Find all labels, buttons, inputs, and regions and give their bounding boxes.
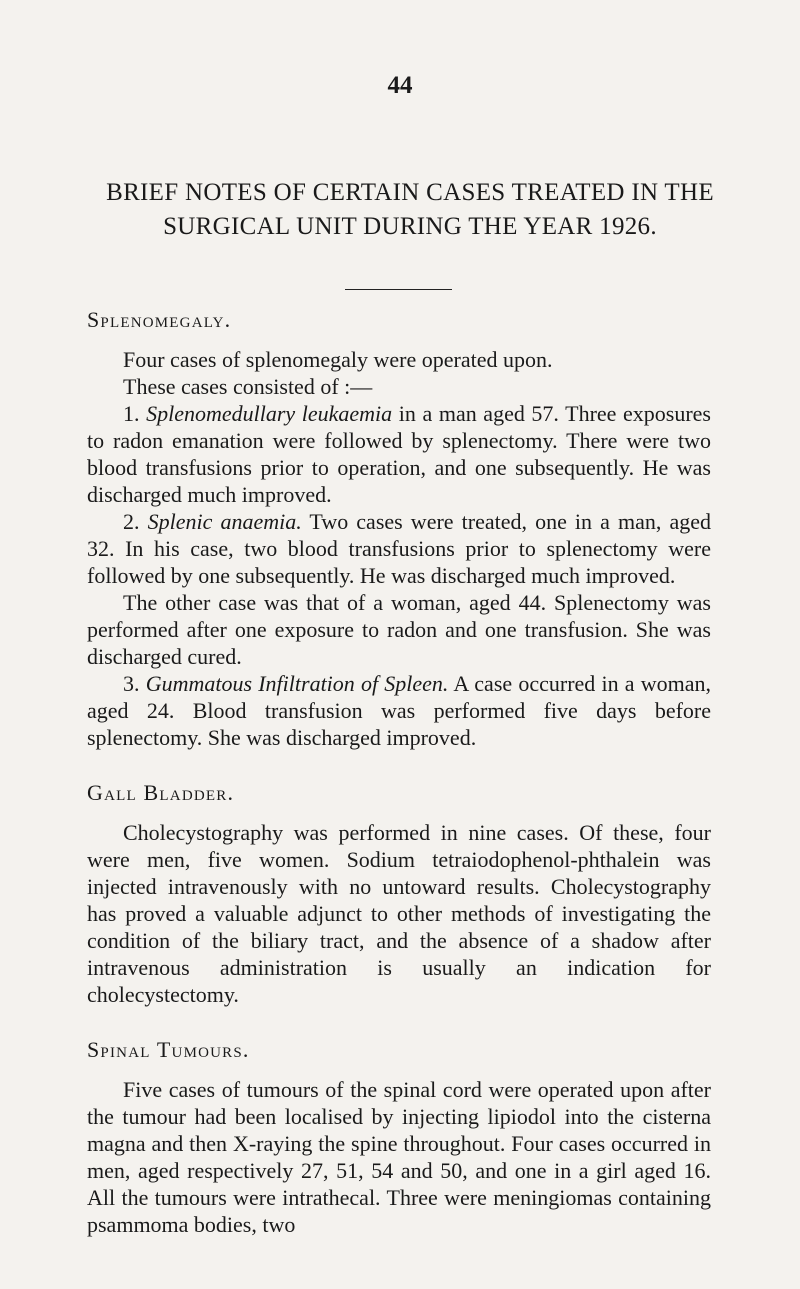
case-1-number: 1. bbox=[123, 401, 140, 426]
body-text bbox=[87, 306, 711, 1238]
section-gall-bladder bbox=[87, 779, 711, 1008]
section-spinal-tumours bbox=[87, 1036, 711, 1238]
case-3-title: Gummatous Infiltration of Spleen. bbox=[145, 671, 449, 696]
paragraph-intro: Four cases of splenomegaly were operated upon. bbox=[123, 347, 553, 372]
title-divider bbox=[345, 289, 452, 290]
section-heading-spinal-tumours: Spinal Tumours. bbox=[87, 1037, 250, 1062]
case-1-text: in a man aged 57. Three exposures to radon emanation were followed by splenectomy. There were two blood transfusions prior to operation, and one subsequently. He was discharged much improved. bbox=[87, 401, 711, 507]
section-heading-gall-bladder: Gall Bladder. bbox=[87, 780, 235, 805]
case-1-title: Splenomedullary leukaemia bbox=[146, 401, 393, 426]
case-3-number: 3. bbox=[123, 671, 140, 696]
case-2-text: Two cases were treated, one in a man, aged 32. In his case, two blood transfusions prior to splenectomy were followed by one subsequently. He was discharged much improved. bbox=[87, 509, 711, 588]
page-number: 44 bbox=[387, 72, 413, 99]
case-3-text: A case occurred in a woman, aged 24. Blood transfusion was performed five days before splenectomy. She was discharged improved. bbox=[87, 671, 712, 750]
paragraph-gall-bladder: Cholecystography was performed in nine cases. Of these, four were men, five women. Sodium tetraiodophenol-phthalein was injected intravenously with no untoward results. Cholecystography has proved a valuable adjunct to other methods of investigating the condition of the biliary tract, and the absence of a shadow after intravenous administration is usually an indication for cholecystectomy. bbox=[87, 820, 711, 1007]
paragraph-spinal-tumours: Five cases of tumours of the spinal cord were operated upon after the tumour had been localised by injecting lipiodol into the cisterna magna and then X-raying the spine throughout. Four cases occurred in men, aged respectively 27, 51, 54 and 50, and one in a girl aged 16. All the tumours were intrathecal. Three were meningiomas containing psammoma bodies, two bbox=[87, 1077, 711, 1237]
section-heading-splenomegaly: Splenomegaly. bbox=[87, 307, 232, 332]
paragraph-case-2b: The other case was that of a woman, aged 44. Splenectomy was performed after one exposure to radon and one transfusion. She was discharged cured. bbox=[87, 590, 711, 669]
paragraph-consisted: These cases consisted of :— bbox=[123, 374, 373, 399]
paragraph-case-3 bbox=[87, 670, 711, 751]
page-title: BRIEF NOTES OF CERTAIN CASES TREATED IN THE SURGICAL UNIT DURING THE YEAR 1926. bbox=[106, 179, 714, 240]
section-splenomegaly bbox=[87, 306, 711, 751]
paragraph-case-1 bbox=[87, 400, 711, 508]
case-2-number: 2. bbox=[123, 509, 140, 534]
paragraph-case-2 bbox=[87, 508, 711, 589]
case-2-title: Splenic anaemia. bbox=[147, 509, 302, 534]
